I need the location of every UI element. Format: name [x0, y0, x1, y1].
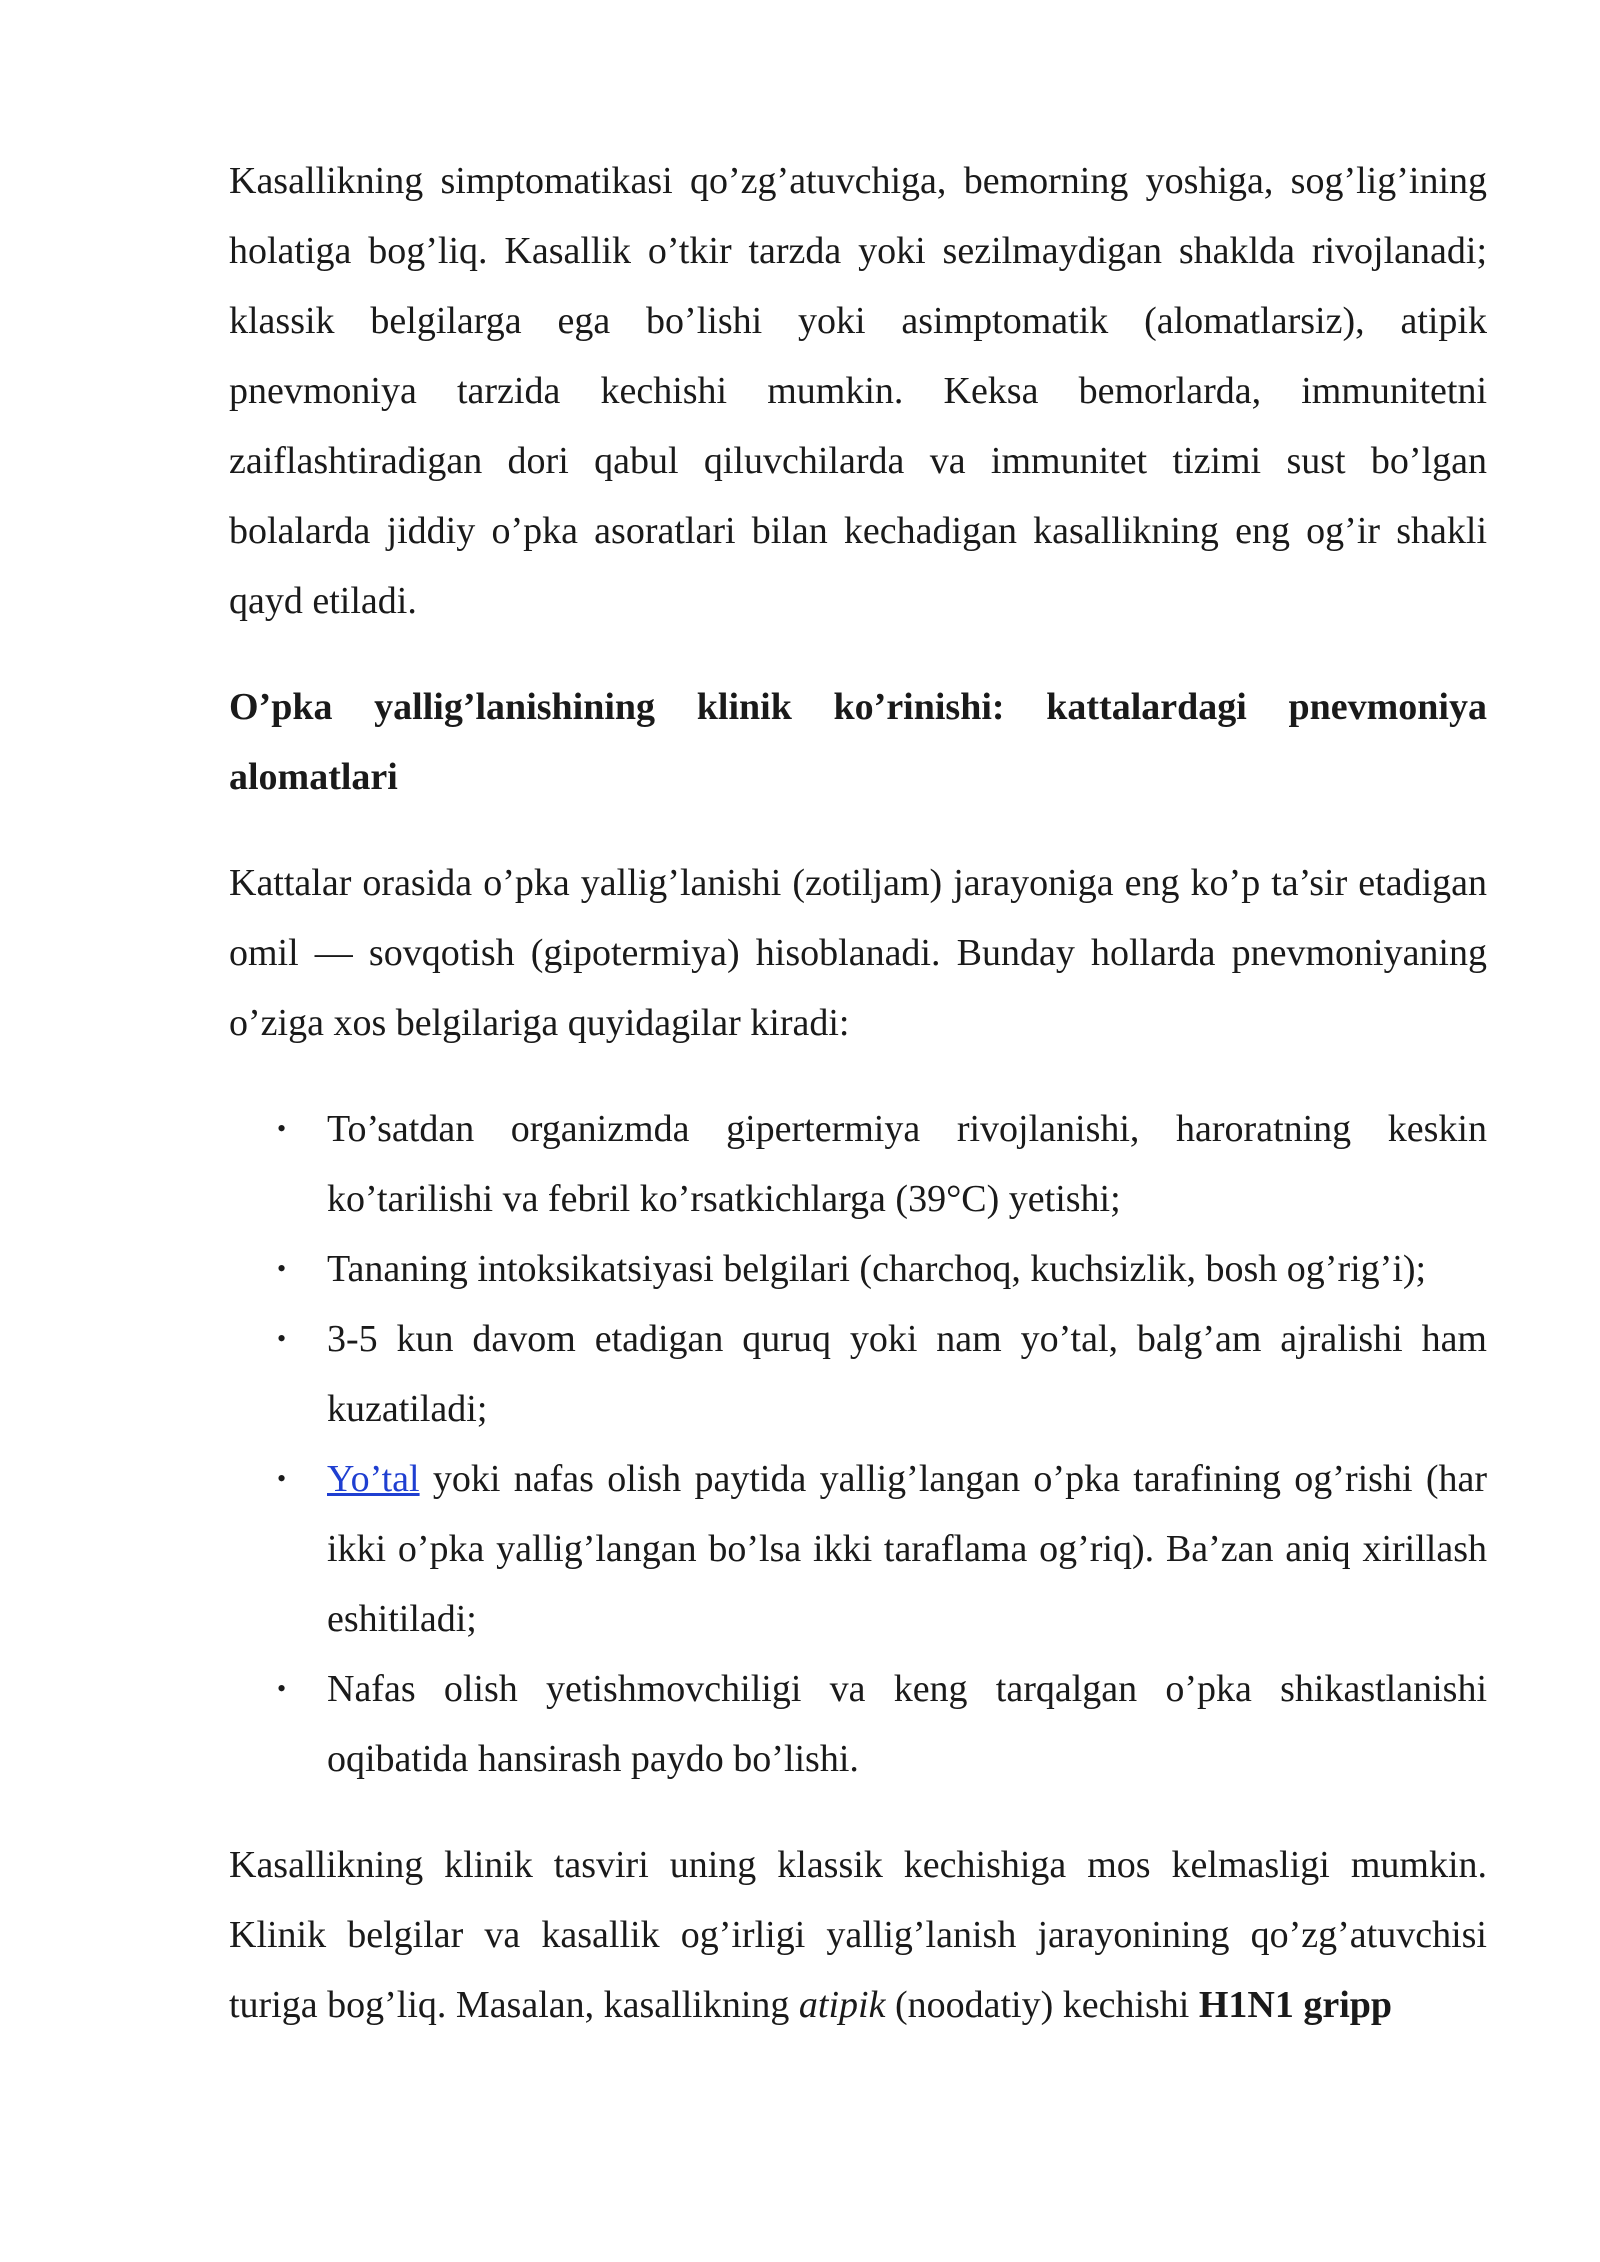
bullet-icon: • [277, 1324, 287, 1353]
bullet-icon: • [277, 1674, 287, 1703]
bullet-icon: • [277, 1254, 287, 1283]
list-item [229, 1304, 1487, 1444]
document-body [229, 146, 1487, 2040]
bullet-icon: • [277, 1114, 287, 1143]
clinical-picture-paragraph [229, 1830, 1487, 2040]
bold-text: H1N1 gripp [1198, 1984, 1393, 2026]
paragraph-text: (noodatiy) kechishi [885, 1984, 1199, 2026]
list-item-text: Tananing intoksikatsiyasi belgilari (charchoq, kuchsizlik, bosh og’rig’i); [327, 1248, 1427, 1290]
section-heading: O’pka yallig’lanishining klinik ko’rinishi: kattalardagi pnevmoniya alomatlari [229, 686, 1487, 798]
list-item-text: 3-5 kun davom etadigan quruq yoki nam yo’tal, balg’am ajralishi ham kuzatiladi; [327, 1318, 1487, 1430]
list-item-text: To’satdan organizmda gipertermiya rivojlanishi, haroratning keskin ko’tarilishi va febril ko’rsatkichlarga (39°C) yetishi; [327, 1108, 1487, 1220]
list-item [229, 1094, 1487, 1234]
list-item [229, 1444, 1487, 1654]
list-item-text: Nafas olish yetishmovchiligi va keng tarqalgan o’pka shikastlanishi oqibatida hansirash paydo bo’lishi. [327, 1668, 1487, 1780]
causes-paragraph: Kattalar orasida o’pka yallig’lanishi (zotiljam) jarayoniga eng ko’p ta’sir etadigan omil — sovqotish (gipotermiya) hisoblanadi. Bunday hollarda pnevmoniyaning o’ziga xos belgilariga quyidagilar kiradi: [229, 862, 1487, 1044]
cough-link[interactable]: Yo’tal [327, 1458, 420, 1500]
list-item-text [327, 1458, 1487, 1640]
list-item [229, 1234, 1487, 1304]
symptoms-list [229, 1094, 1487, 1794]
paragraph-text: Kasallikning klinik tasviri uning klassik kechishiga mos kelmasligi mumkin. Klinik belgilar va kasallik og’irligi yallig’lanish jarayonining qo’zg’atuvchisi turiga bog’liq. Masalan, kasallikning [229, 1844, 1487, 2026]
emphasis-text: atipik [798, 1984, 886, 2026]
bullet-icon: • [277, 1464, 287, 1493]
intro-paragraph: Kasallikning simptomatikasi qo’zg’atuvchiga, bemorning yoshiga, sog’lig’ining holatiga bog’liq. Kasallik o’tkir tarzda yoki sezilmaydigan shaklda rivojlanadi; klassik belgilarga ega bo’lishi yoki asimptomatik (alomatlarsiz), atipik pnevmoniya tarzida kechishi mumkin. Keksa bemorlarda, immunitetni zaiflashtiradigan dori qabul qiluvchilarda va immunitet tizimi sust bo’lgan bolalarda jiddiy o’pka asoratlari bilan kechadigan kasallikning eng og’ir shakli qayd etiladi. [229, 160, 1487, 622]
list-item-text-rest: yoki nafas olish paytida yallig’langan o’pka tarafining og’rishi (har ikki o’pka yallig’langan bo’lsa ikki taraflama og’riq). Ba’zan aniq xirillash eshitiladi; [327, 1458, 1487, 1640]
list-item [229, 1654, 1487, 1794]
